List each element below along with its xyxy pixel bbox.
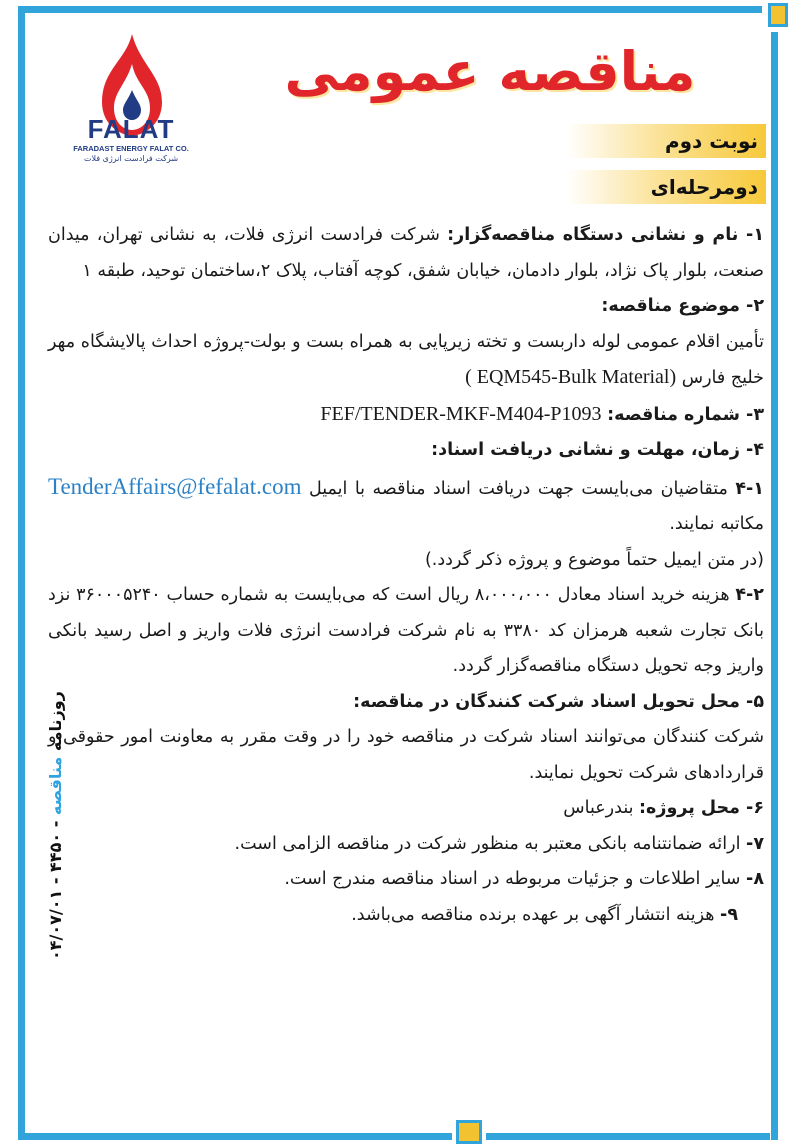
section-4-1-note <box>48 543 764 579</box>
section-4-2-label: ۴-۲ <box>735 585 764 605</box>
section-8 <box>48 862 764 898</box>
section-4-heading <box>48 433 764 469</box>
section-4-label: ۴- زمان، مهلت و نشانی دریافت اسناد: <box>431 440 764 460</box>
section-2-code: ( EQM545-Bulk Material) <box>465 366 677 388</box>
email-link[interactable]: TenderAffairs@fefalat.com <box>48 473 302 499</box>
section-2-text: تأمین اقلام عمومی لوله داربست و تخته زیرپایی به همراه بست و بولت-پروژه احداث پالایشگاه مهر خلیج فارس <box>48 331 764 388</box>
section-5-label: ۵- محل تحویل اسناد شرکت کنندگان در مناقصه: <box>353 691 764 712</box>
section-6-label: ۶- محل پروژه: <box>639 798 764 818</box>
section-7-text: ارائه ضمانتنامه بانکی معتبر به منظور شرکت در مناقصه الزامی است. <box>234 833 747 854</box>
tender-body <box>48 218 764 933</box>
section-5-heading <box>48 685 764 721</box>
newspaper-brand: مناقصه <box>46 756 65 816</box>
logo-company-fa: شرکت فرادست انرژی فلات <box>83 154 179 163</box>
section-4-1-after: مکاتبه نمایند. <box>669 514 764 534</box>
section-4-1 <box>48 469 764 543</box>
section-5-text: شرکت کنندگان می‌توانند اسناد شرکت در مناقصه خود را در وقت مقرر به معاونت امور حقوقی و قراردادهای شرکت تحویل نمایند. <box>48 727 764 783</box>
page-title: مناقصه عمومی <box>284 40 696 103</box>
frame-right <box>771 6 778 1140</box>
section-1-label: ۱- نام و نشانی دستگاه مناقصه‌گزار: <box>447 225 764 245</box>
corner-box-bottom <box>456 1120 482 1144</box>
section-3 <box>48 397 764 434</box>
section-8-label: ۸- <box>746 869 764 889</box>
newspaper-footer <box>46 691 65 960</box>
corner-box-top <box>768 3 788 27</box>
frame-left <box>18 6 25 1140</box>
section-7 <box>48 827 764 863</box>
frame-bottom <box>18 1133 770 1140</box>
section-4-1-text: متقاضیان می‌بایست جهت دریافت اسناد مناقصه با ایمیل <box>308 478 736 499</box>
section-6-text: بندرعباس <box>563 798 640 818</box>
round-badge: نوبت دوم <box>566 124 766 158</box>
section-2 <box>48 325 764 397</box>
section-7-label: ۷- <box>746 833 764 854</box>
section-6 <box>48 791 764 827</box>
section-1 <box>48 218 764 289</box>
frame-top <box>18 6 770 13</box>
tender-number: FEF/TENDER-MKF-M404-P1093 <box>320 402 602 425</box>
section-4-2 <box>48 578 764 685</box>
logo-wordmark: FALAT <box>87 114 175 144</box>
section-9-label: ۹- <box>720 904 738 925</box>
section-4-2-text: هزینه خرید اسناد معادل ۸،۰۰۰،۰۰۰ ریال است که می‌بایست به شماره حساب ۳۶۰۰۰۵۲۴۰ نزد بانک تجارت شعبه هرمزان کد ۳۳۸۰ به نام شرکت فرادست انرژی فلات واریز و اصل رسید بانکی واریز وجه تحویل دستگاه مناقصه‌گزار گردد. <box>48 585 765 676</box>
section-2-heading <box>48 289 764 325</box>
section-1-text: شرکت فرادست انرژی فلات، به نشانی تهران، میدان صنعت، بلوار پاک نژاد، بلوار دادمان، خیابان شفق، کوچه آفتاب، پلاک ۲،ساختمان توحید، طبقه ۱ <box>48 225 764 281</box>
section-5 <box>48 720 764 791</box>
section-9 <box>48 898 764 934</box>
newspaper-prefix: روزنامه <box>46 691 65 752</box>
section-8-text: سایر اطلاعات و جزئیات مربوطه در اسناد مناقصه مندرج است. <box>284 869 747 889</box>
section-2-label: ۲- موضوع مناقصه: <box>601 296 764 316</box>
section-4-1-label: ۴-۱ <box>735 478 764 499</box>
issue-info: - ۴۴۵۰ - ۰۴/۰۷/۰۱ <box>46 815 65 960</box>
stages-badge: دومرحله‌ای <box>566 170 766 204</box>
email-note: (در متن ایمیل حتماً موضوع و پروژه ذکر گردد.) <box>424 549 764 570</box>
section-9-text: هزینه انتشار آگهی بر عهده برنده مناقصه می‌باشد. <box>351 904 721 925</box>
logo-company-en: FARADAST ENERGY FALAT CO. <box>73 144 189 153</box>
section-3-label: ۳- شماره مناقصه: <box>607 404 764 425</box>
